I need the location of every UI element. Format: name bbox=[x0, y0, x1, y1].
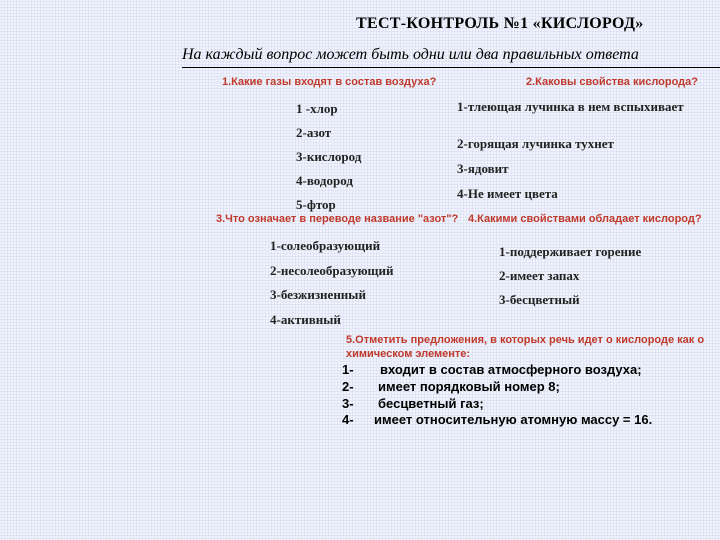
q2-option-1[interactable]: 1-тлеющая лучинка в нем вспыхивает bbox=[457, 99, 684, 114]
instructions-subtitle: На каждый вопрос может быть одни или два правильных ответа bbox=[182, 46, 639, 63]
q1-option-3[interactable]: 3-кислород bbox=[296, 149, 362, 164]
q4-option-2[interactable]: 2-имеет запах bbox=[499, 268, 580, 283]
q2-option-3[interactable]: 3-ядовит bbox=[457, 161, 509, 176]
page-title: ТЕСТ-КОНТРОЛЬ №1 «КИСЛОРОД» bbox=[356, 15, 644, 32]
q4-option-3[interactable]: 3-бесцветный bbox=[499, 292, 580, 307]
q1-option-4[interactable]: 4-водород bbox=[296, 173, 353, 188]
q1-option-5[interactable]: 5-фтор bbox=[296, 197, 336, 212]
q2-option-2[interactable]: 2-горящая лучинка тухнет bbox=[457, 136, 614, 151]
q5-item-1-text[interactable]: входит в состав атмосферного воздуха; bbox=[380, 362, 642, 377]
question-1: 1.Какие газы входят в состав воздуха? bbox=[222, 76, 437, 88]
q3-option-2[interactable]: 2-несолеобразующий bbox=[270, 263, 394, 278]
q5-item-4-text[interactable]: имеет относительную атомную массу = 16. bbox=[374, 412, 653, 427]
q5-item-4-number: 4- bbox=[342, 412, 354, 427]
subtitle-underline bbox=[182, 67, 720, 68]
question-4: 4.Какими свойствами обладает кислород? bbox=[468, 213, 702, 225]
q3-option-1[interactable]: 1-солеобразующий bbox=[270, 238, 381, 253]
q1-option-2[interactable]: 2-азот bbox=[296, 125, 332, 140]
q5-item-3-number: 3- bbox=[342, 396, 354, 411]
question-5: 5.Отметить предложения, в которых речь идет о кислороде как о химическом элементе: bbox=[346, 334, 705, 360]
question-3: 3.Что означает в переводе название "азот"? bbox=[216, 213, 459, 225]
q2-option-4[interactable]: 4-Не имеет цвета bbox=[457, 186, 558, 201]
q5-item-2-number: 2- bbox=[342, 379, 354, 394]
q5-item-1-number: 1- bbox=[342, 362, 354, 377]
q1-option-1[interactable]: 1 -хлор bbox=[296, 101, 338, 116]
question-2: 2.Каковы свойства кислорода? bbox=[526, 76, 699, 88]
q3-option-4[interactable]: 4-активный bbox=[270, 312, 341, 327]
q5-item-3-text[interactable]: бесцветный газ; bbox=[378, 396, 484, 411]
q3-option-3[interactable]: 3-безжизненный bbox=[270, 287, 366, 302]
q5-item-2-text[interactable]: имеет порядковый номер 8; bbox=[378, 379, 560, 394]
q4-option-1[interactable]: 1-поддерживает горение bbox=[499, 244, 642, 259]
